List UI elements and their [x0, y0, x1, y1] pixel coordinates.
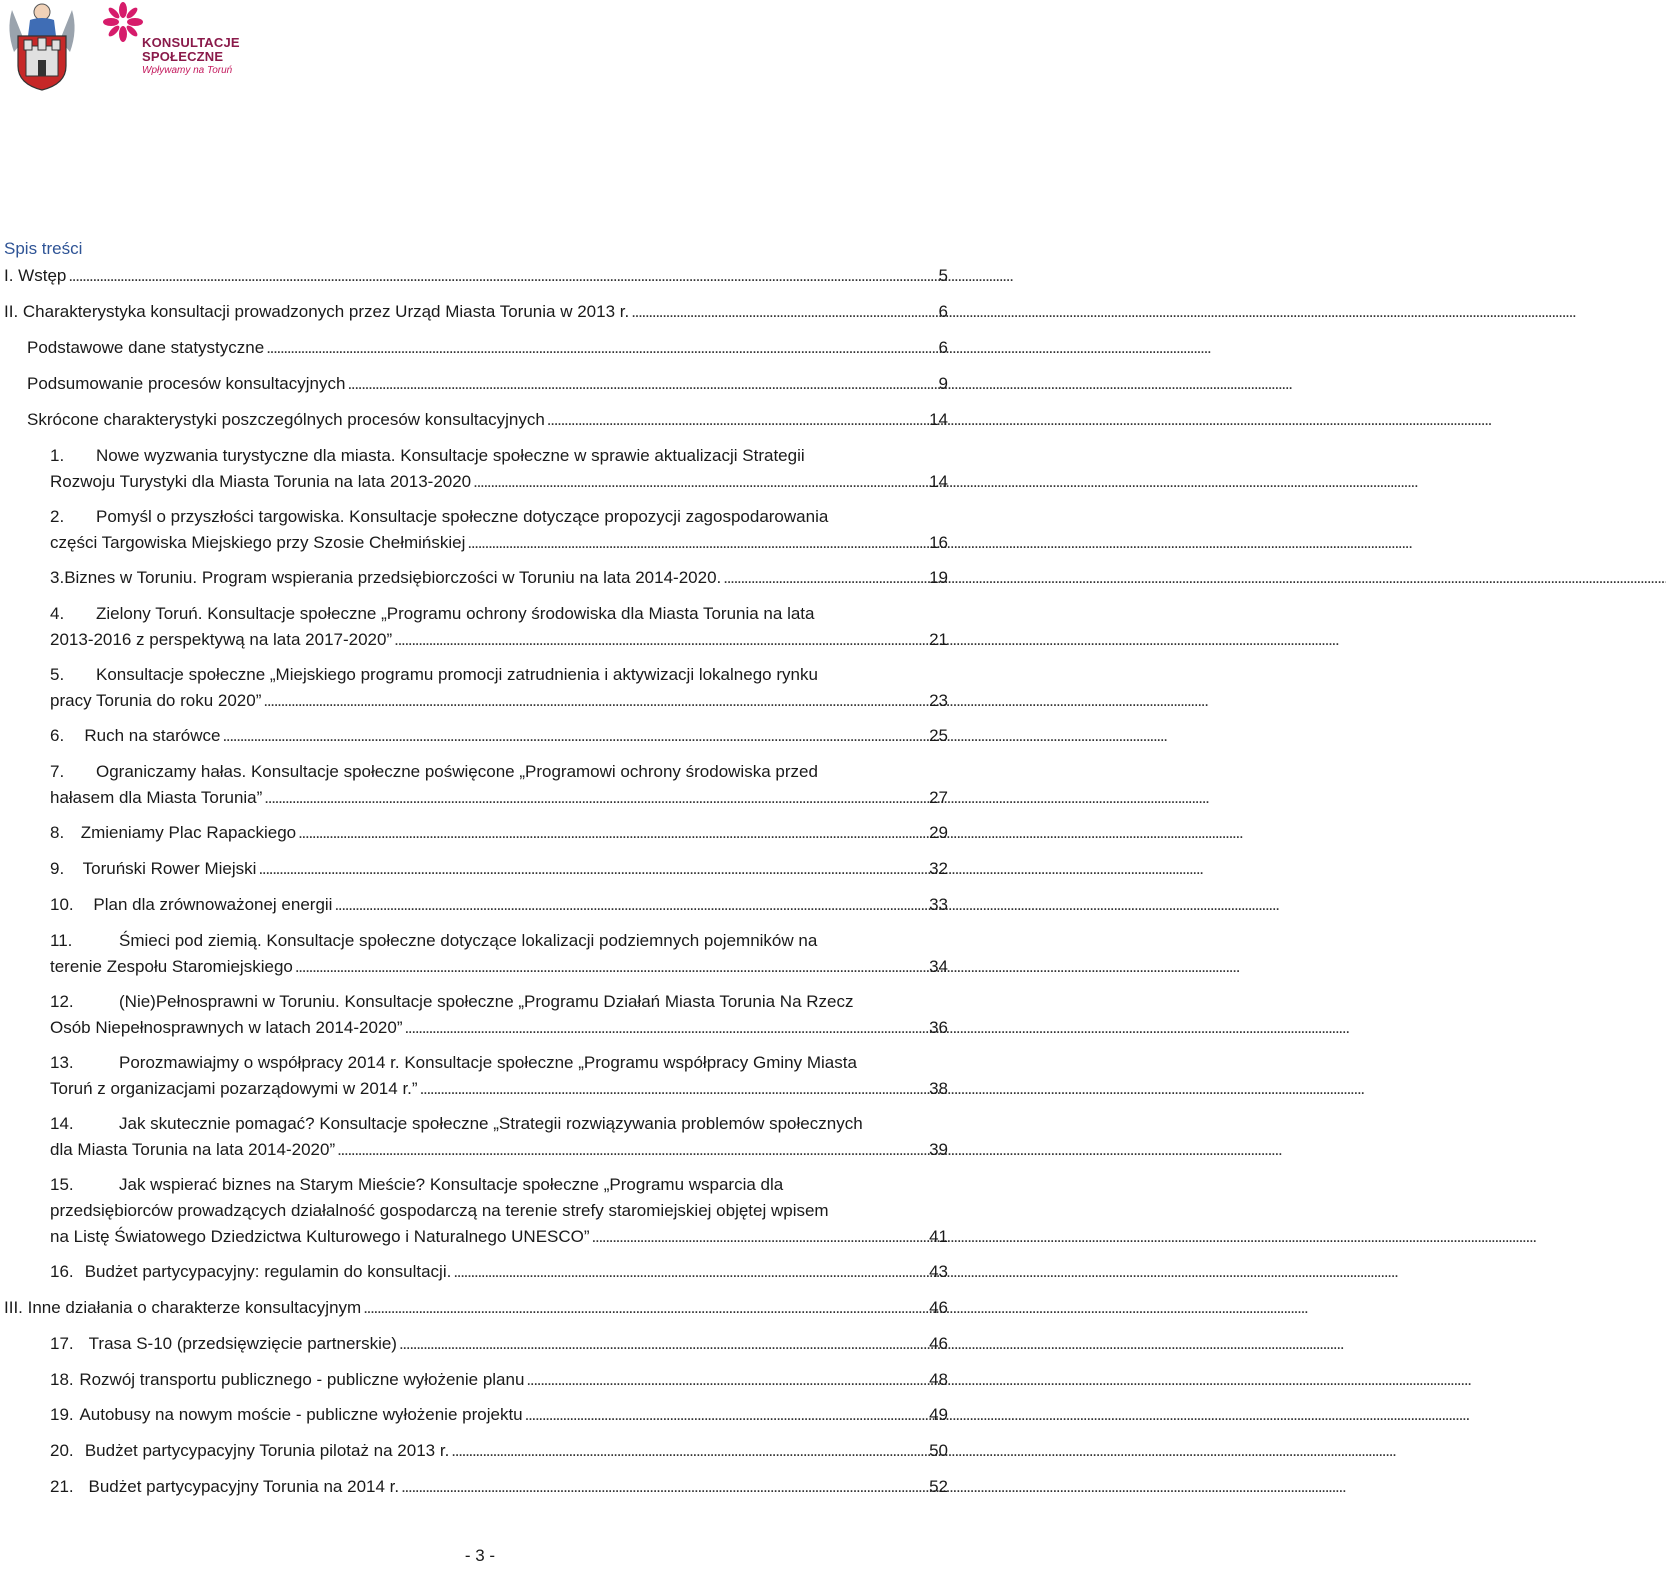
toc-entry-text: 2013-2016 z perspektywą na lata 2017-2020”	[50, 630, 393, 649]
toc-dot-leader	[453, 1259, 927, 1285]
toc-entry-line	[50, 601, 948, 627]
toc-entry-number: 8.	[50, 823, 65, 842]
toc-entry[interactable]	[27, 371, 948, 397]
toc-entry[interactable]	[50, 443, 948, 495]
toc-entry-text: Ruch na starówce	[84, 726, 221, 745]
toc-entry-line	[50, 443, 948, 469]
toc-dot-leader	[420, 1076, 928, 1102]
toc-entry-page: 6	[938, 338, 948, 357]
toc-entry-page: 14	[929, 472, 948, 491]
toc-entry-number: 6.	[50, 726, 65, 745]
toc-entry[interactable]	[50, 1331, 948, 1357]
toc-entry-text: Skrócone charakterystyki poszczególnych procesów konsultacyjnych	[27, 410, 545, 429]
toc-entry-line	[4, 263, 948, 289]
toc-entry[interactable]	[4, 299, 948, 325]
page-header	[0, 0, 960, 100]
toc-entry-line	[4, 299, 948, 325]
toc-entry-number: 17.	[50, 1334, 74, 1353]
toc-entry-line	[50, 1438, 948, 1464]
toc-entry-number: 11.	[50, 931, 73, 950]
toc-entry-page: 50	[929, 1441, 948, 1460]
toc-entry-line	[50, 1050, 948, 1076]
toc-entry[interactable]	[50, 1438, 948, 1464]
logo-text	[142, 36, 240, 76]
toc-dot-leader	[298, 820, 927, 846]
toc-entry-number: 7.	[50, 762, 65, 781]
toc-entry-line	[50, 688, 948, 714]
toc-entry-page: 23	[929, 691, 948, 710]
toc-entry-line	[50, 989, 948, 1015]
toc-entry-line	[27, 335, 948, 361]
torun-coat-of-arms-icon	[4, 0, 80, 92]
toc-entry-line	[50, 1172, 948, 1198]
toc-entry-text: Osób Niepełnosprawnych w latach 2014-2020”	[50, 1018, 403, 1037]
toc-entry-text: Śmieci pod ziemią. Konsultacje społeczne dotyczące lokalizacji podziemnych pojemników na	[119, 931, 818, 950]
toc-entry-text: Toruński Rower Miejski	[82, 859, 257, 878]
toc-entry[interactable]	[50, 662, 948, 714]
toc-dot-leader	[337, 1137, 927, 1163]
toc-entry-text: I. Wstęp	[4, 266, 67, 285]
toc-entry-number: 14.	[50, 1114, 74, 1133]
toc-entry[interactable]	[50, 1111, 948, 1163]
toc-entry[interactable]	[50, 1402, 948, 1428]
toc-entry-line	[50, 1402, 948, 1428]
toc-entry-page: 29	[929, 823, 948, 842]
toc-entry-line	[50, 1367, 948, 1393]
toc-entry-page: 49	[929, 1405, 948, 1424]
toc-entry-line	[27, 371, 948, 397]
toc-entry-line	[50, 627, 948, 653]
toc-entry-page: 27	[929, 788, 948, 807]
toc-entry-line	[50, 1331, 948, 1357]
toc-entry-number: 18.	[50, 1370, 74, 1389]
toc-entry[interactable]	[4, 263, 948, 289]
toc-entry-text: Ograniczamy hałas. Konsultacje społeczne poświęcone „Programowi ochrony środowiska przed	[96, 762, 818, 781]
toc-dot-leader	[525, 1402, 927, 1428]
toc-entry-page: 34	[929, 957, 948, 976]
toc-entry[interactable]	[50, 820, 948, 846]
toc-entry-text: hałasem dla Miasta Torunia”	[50, 788, 263, 807]
toc-entry-line	[27, 407, 948, 433]
toc-dot-leader	[363, 1295, 927, 1321]
toc-entry-line	[50, 662, 948, 688]
toc-entry-text: Jak wspierać biznes na Starym Mieście? Konsultacje społeczne „Programu wsparcia dla	[119, 1175, 784, 1194]
toc-entry-page: 46	[929, 1334, 948, 1353]
toc-entry-line	[50, 723, 948, 749]
toc-dot-leader	[68, 263, 936, 289]
toc-entry-text: Autobusy na nowym moście - publiczne wyłożenie projektu	[79, 1405, 523, 1424]
toc-entry-text: Rozwój transportu publicznego - publiczne wyłożenie planu	[79, 1370, 525, 1389]
toc-entry-number: 21.	[50, 1477, 74, 1496]
toc-dot-leader	[266, 335, 936, 361]
toc-entry[interactable]	[50, 928, 948, 980]
toc-dot-leader	[404, 1015, 927, 1041]
toc-dot-leader	[258, 856, 927, 882]
toc-entry[interactable]	[27, 407, 948, 433]
toc-dot-leader	[467, 530, 927, 556]
toc-entry-line	[50, 1198, 948, 1224]
toc-entry-text: terenie Zespołu Staromiejskiego	[50, 957, 293, 976]
toc-entry-line	[50, 928, 948, 954]
toc-entry-text: Biznes w Toruniu. Program wspierania przedsiębiorczości w Toruniu na lata 2014-2020.	[64, 568, 722, 587]
toc-entry[interactable]	[50, 1172, 948, 1250]
toc-dot-leader	[547, 407, 927, 433]
toc-entry-number: 9.	[50, 859, 65, 878]
toc-entry-text: Budżet partycypacyjny Torunia pilotaż na 2013 r.	[84, 1441, 450, 1460]
toc-dot-leader	[347, 371, 936, 397]
toc-entry-line	[50, 504, 948, 530]
toc-entry-text: pracy Torunia do roku 2020”	[50, 691, 262, 710]
toc-dot-leader	[451, 1438, 927, 1464]
toc-dot-leader	[401, 1474, 927, 1500]
toc-entry-line	[4, 1295, 948, 1321]
toc-entry-page: 32	[929, 859, 948, 878]
toc-entry[interactable]	[50, 1259, 948, 1285]
toc-entry-page: 46	[929, 1298, 948, 1317]
toc-entry-line	[50, 565, 948, 591]
toc-entry-page: 16	[929, 533, 948, 552]
toc-entry-line	[50, 856, 948, 882]
toc-dot-leader	[723, 565, 927, 591]
toc-dot-leader	[631, 299, 936, 325]
toc-entry-text: Budżet partycypacyjny: regulamin do konsultacji.	[84, 1262, 452, 1281]
toc-entry-line	[50, 1474, 948, 1500]
toc-entry-line	[50, 530, 948, 556]
page-number: - 3 -	[464, 1546, 496, 1565]
toc-entry-text: na Listę Światowego Dziedzictwa Kulturowego i Naturalnego UNESCO”	[50, 1227, 590, 1246]
toc-entry-line	[50, 1015, 948, 1041]
toc-entry-text: Trasa S-10 (przedsięwzięcie partnerskie)	[88, 1334, 397, 1353]
toc-entry-text: dla Miasta Torunia na lata 2014-2020”	[50, 1140, 336, 1159]
toc-entry[interactable]	[50, 504, 948, 556]
toc-entry[interactable]	[50, 1050, 948, 1102]
toc-entry-line	[50, 1076, 948, 1102]
toc-entry-text: Zmieniamy Plac Rapackiego	[80, 823, 297, 842]
toc-entry-text: III. Inne działania o charakterze konsultacyjnym	[4, 1298, 362, 1317]
toc-entry-line	[50, 1137, 948, 1163]
logo-slogan: Wpływamy na Toruń	[142, 65, 233, 76]
toc-title: Spis treści	[4, 239, 83, 258]
toc-entry-line	[50, 954, 948, 980]
toc-entry-line	[50, 1111, 948, 1137]
toc-entry-text: przedsiębiorców prowadzących działalność gospodarczą na terenie strefy staromiejskiej objętej wpisem	[50, 1201, 829, 1220]
logo-line-2: SPOŁECZNE	[142, 49, 224, 64]
toc-entry-text: Rozwoju Turystyki dla Miasta Torunia na lata 2013-2020	[50, 472, 472, 491]
toc-entry[interactable]	[50, 601, 948, 653]
toc-entry-number: 3.	[50, 568, 65, 587]
toc-entry[interactable]	[50, 1474, 948, 1500]
toc-entry-number: 5.	[50, 665, 65, 684]
toc-entry[interactable]	[50, 892, 948, 918]
toc-entry-text: Konsultacje społeczne „Miejskiego programu promocji zatrudnienia i aktywizacji lokalnego rynku	[96, 665, 818, 684]
toc-entry-page: 9	[938, 374, 948, 393]
konsultacje-logo	[104, 2, 254, 82]
toc-entry-line	[50, 820, 948, 846]
toc-entry-text: Porozmawiajmy o współpracy 2014 r. Konsultacje społeczne „Programu współpracy Gminy Miasta	[119, 1053, 857, 1072]
toc-entry-text: Podsumowanie procesów konsultacyjnych	[27, 374, 346, 393]
toc-dot-leader	[394, 627, 927, 653]
toc-entry-line	[50, 892, 948, 918]
toc-entry-number: 19.	[50, 1405, 74, 1424]
toc-entry-text: II. Charakterystyka konsultacji prowadzonych przez Urząd Miasta Torunia w 2013 r.	[4, 302, 630, 321]
toc-entry-line	[50, 1259, 948, 1285]
toc-entry-text: Pomyśl o przyszłości targowiska. Konsultacje społeczne dotyczące propozycji zagospodarowania	[96, 507, 829, 526]
toc-entry-page: 5	[938, 266, 948, 285]
toc-entry-page: 21	[929, 630, 948, 649]
toc-entry-number: 12.	[50, 992, 74, 1011]
toc-entry[interactable]	[50, 856, 948, 882]
toc-entry-text: Jak skutecznie pomagać? Konsultacje społeczne „Strategii rozwiązywania problemów społecznych	[119, 1114, 863, 1133]
toc-entry-text: Toruń z organizacjami pozarządowymi w 2014 r.”	[50, 1079, 418, 1098]
toc-dot-leader	[222, 723, 927, 749]
toc-entry[interactable]	[50, 565, 948, 591]
toc-entry-line	[50, 759, 948, 785]
toc-entry-text: Podstawowe dane statystyczne	[27, 338, 265, 357]
toc-entry-page: 52	[929, 1477, 948, 1496]
toc-dot-leader	[295, 954, 927, 980]
toc-entry-text: Nowe wyzwania turystyczne dla miasta. Konsultacje społeczne w sprawie aktualizacji Strategii	[96, 446, 805, 465]
toc-entry[interactable]	[50, 989, 948, 1041]
toc-dot-leader	[263, 688, 927, 714]
toc-dot-leader	[526, 1367, 927, 1393]
logo-line-1: KONSULTACJE	[142, 35, 240, 50]
toc-entry-line	[50, 469, 948, 495]
toc-entry-line	[50, 785, 948, 811]
toc-dot-leader	[473, 469, 927, 495]
toc-entry-number: 2.	[50, 507, 65, 526]
toc-entry-number: 20.	[50, 1441, 74, 1460]
toc-entry[interactable]	[27, 335, 948, 361]
toc-entry-number: 15.	[50, 1175, 74, 1194]
toc-entry-page: 25	[929, 726, 948, 745]
toc-entry-line	[50, 1224, 948, 1250]
toc-entry-page: 14	[929, 410, 948, 429]
toc-entry-text: (Nie)Pełnosprawni w Toruniu. Konsultacje społeczne „Programu Działań Miasta Torunia Na Rzecz	[119, 992, 854, 1011]
toc-entry[interactable]	[50, 759, 948, 811]
toc-dot-leader	[592, 1224, 928, 1250]
toc-entry-page: 19	[929, 568, 948, 587]
toc-entry-number: 1.	[50, 446, 65, 465]
toc-entry-page: 38	[929, 1079, 948, 1098]
toc-entry-page: 33	[929, 895, 948, 914]
toc-entry-page: 39	[929, 1140, 948, 1159]
toc-entry-number: 10.	[50, 895, 74, 914]
toc-entry-text: części Targowiska Miejskiego przy Szosie Chełmińskiej	[50, 533, 466, 552]
toc-entry-text: Plan dla zrównoważonej energii	[93, 895, 333, 914]
toc-entry[interactable]	[50, 723, 948, 749]
toc-entry-page: 41	[929, 1227, 948, 1246]
toc-entry-number: 16.	[50, 1262, 74, 1281]
toc-entry-text: Budżet partycypacyjny Torunia na 2014 r.	[88, 1477, 400, 1496]
toc-dot-leader	[264, 785, 927, 811]
toc-entry-page: 36	[929, 1018, 948, 1037]
toc-entry[interactable]	[50, 1367, 948, 1393]
toc-entry[interactable]	[4, 1295, 948, 1321]
flower-logo-icon	[104, 2, 142, 52]
toc-dot-leader	[399, 1331, 927, 1357]
toc-entry-page: 6	[938, 302, 948, 321]
toc-entry-text: Zielony Toruń. Konsultacje społeczne „Programu ochrony środowiska dla Miasta Torunia na lata	[96, 604, 815, 623]
toc-entry-number: 13.	[50, 1053, 74, 1072]
toc-entry-number: 4.	[50, 604, 65, 623]
toc-entry-page: 48	[929, 1370, 948, 1389]
toc-entry-page: 43	[929, 1262, 948, 1281]
toc-dot-leader	[334, 892, 927, 918]
